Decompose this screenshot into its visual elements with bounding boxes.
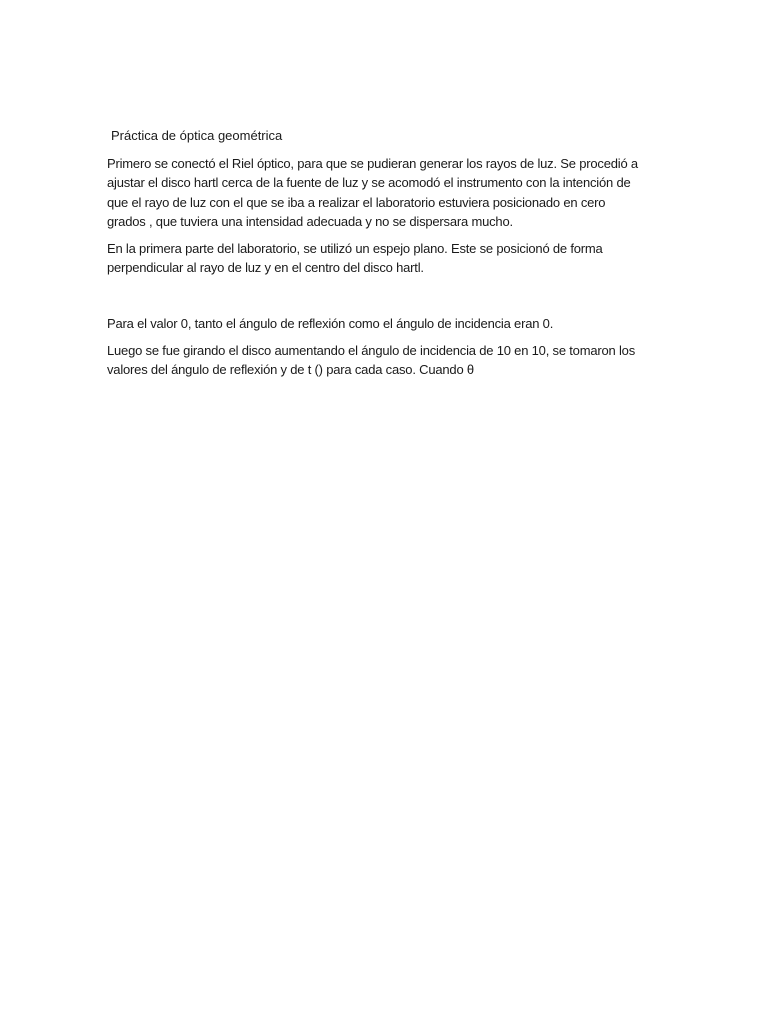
paragraph-mirror: En la primera parte del laboratorio, se utilizó un espejo plano. Este se posicionó de forma perpendicular al rayo de luz y en el centro del disco hartl. — [107, 241, 603, 276]
paragraph-gap — [107, 286, 647, 314]
document-title: Práctica de óptica geométrica — [111, 128, 283, 143]
paragraph-setup: Primero se conectó el Riel óptico, para que se pudieran generar los rayos de luz. Se procedió a ajustar el disco hartl cerca de la fuente de luz y se acomodó el instrumento con la intención de que el rayo de luz con el que se iba a realizar el laboratorio estuviera posicionado en cero grados , que tuviera una intensidad adecuada y no se dispersara mucho. — [107, 156, 638, 229]
document-body — [107, 126, 647, 388]
paragraph-zero-value: Para el valor 0, tanto el ángulo de reflexión como el ángulo de incidencia eran 0. — [107, 315, 554, 331]
paragraph-rotation: Luego se fue girando el disco aumentando el ángulo de incidencia de 10 en 10, se tomaron los valores del ángulo de reflexión y de t () para cada caso. Cuando θ — [107, 343, 635, 378]
